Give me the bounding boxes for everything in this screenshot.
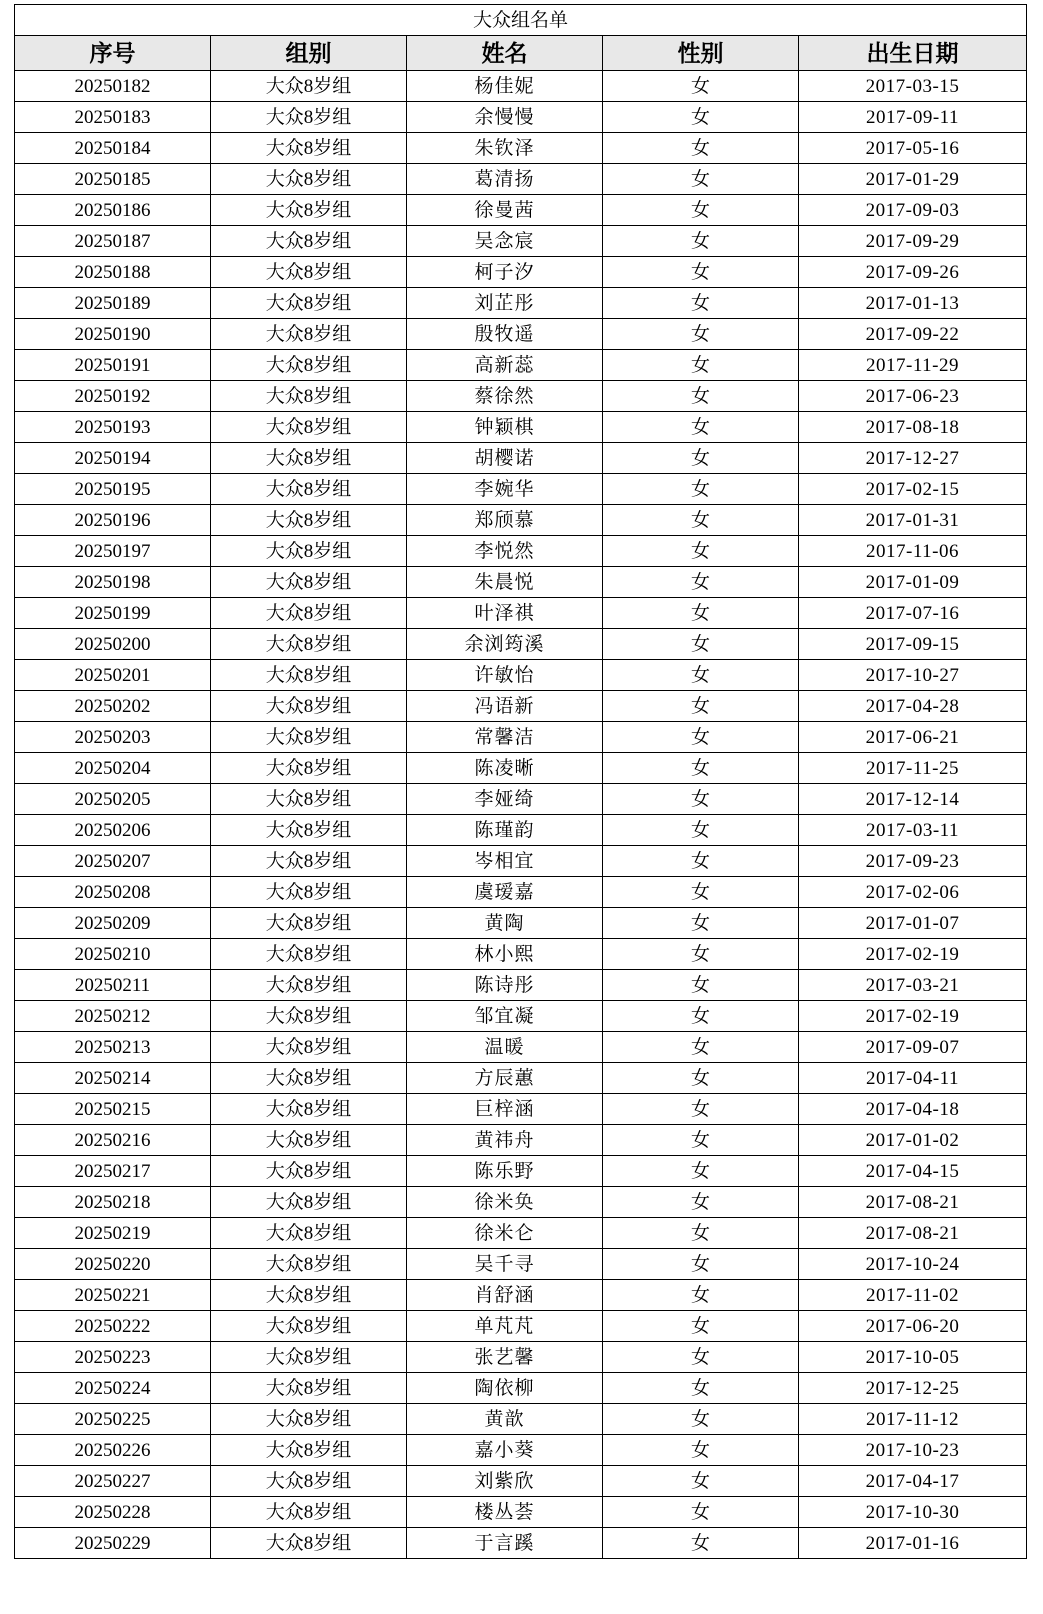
table-cell-name: 徐米仑	[407, 1218, 603, 1249]
table-cell-birth: 2017-01-29	[799, 164, 1027, 195]
table-cell-name: 楼丛荟	[407, 1497, 603, 1528]
table-cell-sex: 女	[603, 350, 799, 381]
table-cell-group: 大众8岁组	[211, 970, 407, 1001]
table-row	[15, 722, 1027, 753]
table-cell-id: 20250226	[15, 1435, 211, 1466]
table-cell-name: 陈瑾韵	[407, 815, 603, 846]
table-cell-group: 大众8岁组	[211, 1373, 407, 1404]
table-row	[15, 753, 1027, 784]
table-cell-group: 大众8岁组	[211, 784, 407, 815]
table-cell-id: 20250218	[15, 1187, 211, 1218]
table-cell-sex: 女	[603, 505, 799, 536]
table-cell-group: 大众8岁组	[211, 1497, 407, 1528]
table-cell-group: 大众8岁组	[211, 226, 407, 257]
table-row	[15, 1187, 1027, 1218]
table-cell-sex: 女	[603, 598, 799, 629]
table-cell-group: 大众8岁组	[211, 846, 407, 877]
table-cell-id: 20250212	[15, 1001, 211, 1032]
table-row	[15, 1249, 1027, 1280]
table-cell-group: 大众8岁组	[211, 1094, 407, 1125]
table-cell-sex: 女	[603, 226, 799, 257]
table-cell-birth: 2017-11-25	[799, 753, 1027, 784]
table-cell-id: 20250196	[15, 505, 211, 536]
table-cell-id: 20250214	[15, 1063, 211, 1094]
table-cell-birth: 2017-02-19	[799, 939, 1027, 970]
table-cell-group: 大众8岁组	[211, 1404, 407, 1435]
table-cell-id: 20250199	[15, 598, 211, 629]
table-cell-birth: 2017-09-29	[799, 226, 1027, 257]
table-cell-name: 叶泽祺	[407, 598, 603, 629]
table-cell-group: 大众8岁组	[211, 1156, 407, 1187]
table-cell-birth: 2017-02-15	[799, 474, 1027, 505]
table-cell-group: 大众8岁组	[211, 1528, 407, 1559]
table-cell-id: 20250227	[15, 1466, 211, 1497]
table-cell-id: 20250185	[15, 164, 211, 195]
table-cell-id: 20250187	[15, 226, 211, 257]
table-cell-group: 大众8岁组	[211, 133, 407, 164]
table-cell-id: 20250224	[15, 1373, 211, 1404]
table-cell-id: 20250194	[15, 443, 211, 474]
table-cell-name: 吴千寻	[407, 1249, 603, 1280]
table-cell-sex: 女	[603, 1094, 799, 1125]
table-cell-id: 20250217	[15, 1156, 211, 1187]
table-row	[15, 381, 1027, 412]
table-cell-name: 李婉华	[407, 474, 603, 505]
table-cell-name: 胡樱诺	[407, 443, 603, 474]
table-cell-id: 20250219	[15, 1218, 211, 1249]
table-cell-id: 20250188	[15, 257, 211, 288]
table-cell-sex: 女	[603, 71, 799, 102]
table-cell-name: 巨梓涵	[407, 1094, 603, 1125]
table-cell-sex: 女	[603, 753, 799, 784]
table-cell-birth: 2017-03-15	[799, 71, 1027, 102]
table-cell-birth: 2017-09-07	[799, 1032, 1027, 1063]
table-cell-name: 高新蕊	[407, 350, 603, 381]
table-cell-group: 大众8岁组	[211, 1218, 407, 1249]
table-cell-group: 大众8岁组	[211, 164, 407, 195]
table-cell-id: 20250202	[15, 691, 211, 722]
table-cell-birth: 2017-05-16	[799, 133, 1027, 164]
table-row	[15, 412, 1027, 443]
table-cell-group: 大众8岁组	[211, 753, 407, 784]
table-cell-sex: 女	[603, 133, 799, 164]
column-header-birth: 出生日期	[799, 36, 1027, 71]
table-cell-name: 殷牧遥	[407, 319, 603, 350]
table-cell-birth: 2017-12-25	[799, 1373, 1027, 1404]
table-row	[15, 71, 1027, 102]
table-cell-group: 大众8岁组	[211, 598, 407, 629]
table-cell-id: 20250183	[15, 102, 211, 133]
table-cell-sex: 女	[603, 1342, 799, 1373]
table-cell-group: 大众8岁组	[211, 505, 407, 536]
table-cell-id: 20250209	[15, 908, 211, 939]
roster-table-body	[15, 5, 1027, 1559]
table-cell-name: 郑颀慕	[407, 505, 603, 536]
table-cell-sex: 女	[603, 412, 799, 443]
table-cell-birth: 2017-04-18	[799, 1094, 1027, 1125]
table-cell-birth: 2017-01-09	[799, 567, 1027, 598]
table-cell-id: 20250210	[15, 939, 211, 970]
table-cell-birth: 2017-11-12	[799, 1404, 1027, 1435]
table-cell-name: 徐米奂	[407, 1187, 603, 1218]
table-cell-id: 20250208	[15, 877, 211, 908]
table-cell-name: 于言蹊	[407, 1528, 603, 1559]
table-cell-group: 大众8岁组	[211, 1001, 407, 1032]
table-cell-id: 20250207	[15, 846, 211, 877]
table-cell-birth: 2017-09-11	[799, 102, 1027, 133]
table-cell-birth: 2017-03-11	[799, 815, 1027, 846]
table-cell-id: 20250211	[15, 970, 211, 1001]
column-header-group: 组别	[211, 36, 407, 71]
table-cell-id: 20250184	[15, 133, 211, 164]
table-cell-name: 余浏筠溪	[407, 629, 603, 660]
table-cell-sex: 女	[603, 970, 799, 1001]
table-cell-name: 温暖	[407, 1032, 603, 1063]
table-row	[15, 846, 1027, 877]
table-cell-birth: 2017-12-14	[799, 784, 1027, 815]
table-cell-name: 邹宜凝	[407, 1001, 603, 1032]
table-cell-birth: 2017-02-06	[799, 877, 1027, 908]
table-cell-id: 20250228	[15, 1497, 211, 1528]
table-cell-name: 葛清扬	[407, 164, 603, 195]
table-title-row	[15, 5, 1027, 36]
table-row	[15, 939, 1027, 970]
table-cell-id: 20250222	[15, 1311, 211, 1342]
table-row	[15, 1218, 1027, 1249]
table-cell-birth: 2017-10-30	[799, 1497, 1027, 1528]
table-cell-id: 20250204	[15, 753, 211, 784]
table-cell-sex: 女	[603, 660, 799, 691]
table-cell-id: 20250213	[15, 1032, 211, 1063]
table-cell-name: 蔡徐然	[407, 381, 603, 412]
table-cell-group: 大众8岁组	[211, 443, 407, 474]
table-cell-name: 朱钦泽	[407, 133, 603, 164]
table-cell-sex: 女	[603, 1404, 799, 1435]
table-cell-birth: 2017-03-21	[799, 970, 1027, 1001]
table-cell-id: 20250206	[15, 815, 211, 846]
table-cell-name: 朱晨悦	[407, 567, 603, 598]
table-cell-sex: 女	[603, 164, 799, 195]
table-cell-birth: 2017-10-24	[799, 1249, 1027, 1280]
table-cell-name: 刘芷彤	[407, 288, 603, 319]
table-cell-sex: 女	[603, 102, 799, 133]
table-cell-id: 20250189	[15, 288, 211, 319]
table-cell-name: 杨佳妮	[407, 71, 603, 102]
table-row	[15, 1280, 1027, 1311]
table-cell-birth: 2017-04-28	[799, 691, 1027, 722]
table-cell-birth: 2017-01-16	[799, 1528, 1027, 1559]
table-row	[15, 505, 1027, 536]
table-cell-name: 虞瑷嘉	[407, 877, 603, 908]
table-cell-sex: 女	[603, 443, 799, 474]
table-cell-birth: 2017-09-22	[799, 319, 1027, 350]
table-row	[15, 1001, 1027, 1032]
table-cell-birth: 2017-02-19	[799, 1001, 1027, 1032]
table-cell-birth: 2017-04-11	[799, 1063, 1027, 1094]
table-cell-sex: 女	[603, 939, 799, 970]
table-cell-name: 陶依柳	[407, 1373, 603, 1404]
table-row	[15, 443, 1027, 474]
table-cell-birth: 2017-11-29	[799, 350, 1027, 381]
table-cell-birth: 2017-09-26	[799, 257, 1027, 288]
table-cell-group: 大众8岁组	[211, 1032, 407, 1063]
table-row	[15, 784, 1027, 815]
table-cell-birth: 2017-01-07	[799, 908, 1027, 939]
table-cell-birth: 2017-04-17	[799, 1466, 1027, 1497]
table-cell-id: 20250201	[15, 660, 211, 691]
table-cell-name: 钟颖棋	[407, 412, 603, 443]
table-cell-name: 刘紫欣	[407, 1466, 603, 1497]
table-row	[15, 567, 1027, 598]
table-cell-name: 吴念宸	[407, 226, 603, 257]
column-header-id: 序号	[15, 36, 211, 71]
table-cell-name: 徐曼茜	[407, 195, 603, 226]
table-cell-group: 大众8岁组	[211, 474, 407, 505]
table-row	[15, 195, 1027, 226]
table-cell-birth: 2017-10-05	[799, 1342, 1027, 1373]
table-cell-sex: 女	[603, 1125, 799, 1156]
table-cell-birth: 2017-08-18	[799, 412, 1027, 443]
table-cell-group: 大众8岁组	[211, 1342, 407, 1373]
table-cell-group: 大众8岁组	[211, 567, 407, 598]
table-cell-sex: 女	[603, 1063, 799, 1094]
table-cell-id: 20250182	[15, 71, 211, 102]
table-row	[15, 1404, 1027, 1435]
table-cell-group: 大众8岁组	[211, 1280, 407, 1311]
roster-table	[14, 4, 1027, 1559]
table-cell-id: 20250203	[15, 722, 211, 753]
table-cell-name: 陈乐野	[407, 1156, 603, 1187]
table-cell-group: 大众8岁组	[211, 412, 407, 443]
table-cell-birth: 2017-10-27	[799, 660, 1027, 691]
table-cell-sex: 女	[603, 1528, 799, 1559]
table-cell-birth: 2017-12-27	[799, 443, 1027, 474]
table-row	[15, 1342, 1027, 1373]
table-cell-name: 黄歆	[407, 1404, 603, 1435]
table-cell-group: 大众8岁组	[211, 1435, 407, 1466]
table-cell-group: 大众8岁组	[211, 815, 407, 846]
table-cell-sex: 女	[603, 474, 799, 505]
column-header-name: 姓名	[407, 36, 603, 71]
table-cell-group: 大众8岁组	[211, 102, 407, 133]
table-row	[15, 598, 1027, 629]
table-cell-birth: 2017-09-03	[799, 195, 1027, 226]
table-cell-group: 大众8岁组	[211, 877, 407, 908]
table-row	[15, 1125, 1027, 1156]
table-cell-birth: 2017-11-06	[799, 536, 1027, 567]
table-cell-birth: 2017-08-21	[799, 1218, 1027, 1249]
table-cell-sex: 女	[603, 288, 799, 319]
table-cell-name: 单芃芃	[407, 1311, 603, 1342]
table-cell-id: 20250195	[15, 474, 211, 505]
table-row	[15, 1497, 1027, 1528]
table-cell-sex: 女	[603, 1032, 799, 1063]
table-cell-birth: 2017-06-23	[799, 381, 1027, 412]
table-cell-id: 20250223	[15, 1342, 211, 1373]
table-cell-id: 20250192	[15, 381, 211, 412]
table-row	[15, 815, 1027, 846]
table-row	[15, 1032, 1027, 1063]
table-row	[15, 1373, 1027, 1404]
table-cell-sex: 女	[603, 629, 799, 660]
table-cell-id: 20250229	[15, 1528, 211, 1559]
table-cell-birth: 2017-04-15	[799, 1156, 1027, 1187]
table-row	[15, 1156, 1027, 1187]
table-cell-birth: 2017-01-13	[799, 288, 1027, 319]
table-cell-name: 岑相宜	[407, 846, 603, 877]
table-cell-sex: 女	[603, 195, 799, 226]
table-cell-name: 余慢慢	[407, 102, 603, 133]
table-cell-id: 20250197	[15, 536, 211, 567]
table-cell-group: 大众8岁组	[211, 288, 407, 319]
table-cell-sex: 女	[603, 1249, 799, 1280]
table-cell-birth: 2017-09-23	[799, 846, 1027, 877]
table-cell-id: 20250225	[15, 1404, 211, 1435]
table-cell-name: 李娅绮	[407, 784, 603, 815]
table-cell-group: 大众8岁组	[211, 195, 407, 226]
table-cell-group: 大众8岁组	[211, 660, 407, 691]
table-row	[15, 164, 1027, 195]
table-cell-sex: 女	[603, 908, 799, 939]
table-cell-sex: 女	[603, 1218, 799, 1249]
table-cell-sex: 女	[603, 846, 799, 877]
table-cell-group: 大众8岁组	[211, 629, 407, 660]
table-cell-id: 20250190	[15, 319, 211, 350]
table-cell-name: 张艺馨	[407, 1342, 603, 1373]
table-cell-sex: 女	[603, 1311, 799, 1342]
table-row	[15, 226, 1027, 257]
table-cell-name: 常馨洁	[407, 722, 603, 753]
table-cell-name: 陈诗彤	[407, 970, 603, 1001]
table-cell-name: 柯子汐	[407, 257, 603, 288]
table-cell-name: 冯语新	[407, 691, 603, 722]
table-cell-sex: 女	[603, 1001, 799, 1032]
table-cell-sex: 女	[603, 1373, 799, 1404]
table-cell-name: 黄祎舟	[407, 1125, 603, 1156]
table-cell-sex: 女	[603, 381, 799, 412]
table-cell-sex: 女	[603, 567, 799, 598]
table-cell-sex: 女	[603, 1187, 799, 1218]
table-cell-group: 大众8岁组	[211, 381, 407, 412]
table-cell-id: 20250220	[15, 1249, 211, 1280]
table-cell-sex: 女	[603, 257, 799, 288]
table-cell-group: 大众8岁组	[211, 1466, 407, 1497]
table-cell-group: 大众8岁组	[211, 257, 407, 288]
table-cell-birth: 2017-10-23	[799, 1435, 1027, 1466]
table-cell-name: 嘉小葵	[407, 1435, 603, 1466]
column-header-sex: 性别	[603, 36, 799, 71]
table-cell-group: 大众8岁组	[211, 536, 407, 567]
table-cell-sex: 女	[603, 1466, 799, 1497]
table-cell-group: 大众8岁组	[211, 1311, 407, 1342]
table-row	[15, 877, 1027, 908]
table-cell-name: 方辰蕙	[407, 1063, 603, 1094]
table-row	[15, 257, 1027, 288]
table-row	[15, 1528, 1027, 1559]
table-cell-name: 许敏怡	[407, 660, 603, 691]
table-row	[15, 102, 1027, 133]
table-cell-id: 20250193	[15, 412, 211, 443]
table-cell-birth: 2017-09-15	[799, 629, 1027, 660]
table-row	[15, 1466, 1027, 1497]
table-row	[15, 133, 1027, 164]
table-cell-sex: 女	[603, 1280, 799, 1311]
table-cell-group: 大众8岁组	[211, 722, 407, 753]
table-row	[15, 1311, 1027, 1342]
table-cell-name: 李悦然	[407, 536, 603, 567]
table-row	[15, 536, 1027, 567]
table-cell-sex: 女	[603, 536, 799, 567]
table-cell-birth: 2017-06-21	[799, 722, 1027, 753]
table-cell-birth: 2017-07-16	[799, 598, 1027, 629]
table-row	[15, 288, 1027, 319]
table-row	[15, 1063, 1027, 1094]
table-cell-group: 大众8岁组	[211, 350, 407, 381]
table-cell-name: 陈凌晰	[407, 753, 603, 784]
table-row	[15, 970, 1027, 1001]
table-cell-group: 大众8岁组	[211, 1187, 407, 1218]
table-cell-id: 20250221	[15, 1280, 211, 1311]
table-row	[15, 350, 1027, 381]
table-cell-sex: 女	[603, 691, 799, 722]
table-cell-group: 大众8岁组	[211, 1063, 407, 1094]
table-cell-id: 20250215	[15, 1094, 211, 1125]
table-cell-sex: 女	[603, 1497, 799, 1528]
table-cell-sex: 女	[603, 1156, 799, 1187]
table-row	[15, 474, 1027, 505]
table-cell-birth: 2017-11-02	[799, 1280, 1027, 1311]
table-row	[15, 629, 1027, 660]
table-cell-group: 大众8岁组	[211, 1125, 407, 1156]
table-cell-name: 林小熙	[407, 939, 603, 970]
table-row	[15, 319, 1027, 350]
table-cell-sex: 女	[603, 877, 799, 908]
table-cell-sex: 女	[603, 815, 799, 846]
table-cell-birth: 2017-01-02	[799, 1125, 1027, 1156]
table-row	[15, 691, 1027, 722]
table-header-row	[15, 36, 1027, 71]
table-row	[15, 908, 1027, 939]
table-row	[15, 1435, 1027, 1466]
table-cell-sex: 女	[603, 784, 799, 815]
table-cell-group: 大众8岁组	[211, 691, 407, 722]
table-cell-sex: 女	[603, 1435, 799, 1466]
table-cell-group: 大众8岁组	[211, 939, 407, 970]
table-cell-id: 20250205	[15, 784, 211, 815]
table-cell-birth: 2017-06-20	[799, 1311, 1027, 1342]
table-cell-birth: 2017-08-21	[799, 1187, 1027, 1218]
table-cell-id: 20250186	[15, 195, 211, 226]
table-cell-birth: 2017-01-31	[799, 505, 1027, 536]
table-cell-group: 大众8岁组	[211, 908, 407, 939]
table-cell-group: 大众8岁组	[211, 319, 407, 350]
table-cell-sex: 女	[603, 319, 799, 350]
table-cell-name: 肖舒涵	[407, 1280, 603, 1311]
table-cell-name: 黄陶	[407, 908, 603, 939]
table-cell-id: 20250216	[15, 1125, 211, 1156]
table-row	[15, 660, 1027, 691]
table-cell-group: 大众8岁组	[211, 1249, 407, 1280]
table-row	[15, 1094, 1027, 1125]
table-cell-group: 大众8岁组	[211, 71, 407, 102]
table-cell-id: 20250191	[15, 350, 211, 381]
table-cell-id: 20250198	[15, 567, 211, 598]
document-title: 大众组名单	[15, 5, 1027, 36]
table-cell-sex: 女	[603, 722, 799, 753]
table-cell-id: 20250200	[15, 629, 211, 660]
